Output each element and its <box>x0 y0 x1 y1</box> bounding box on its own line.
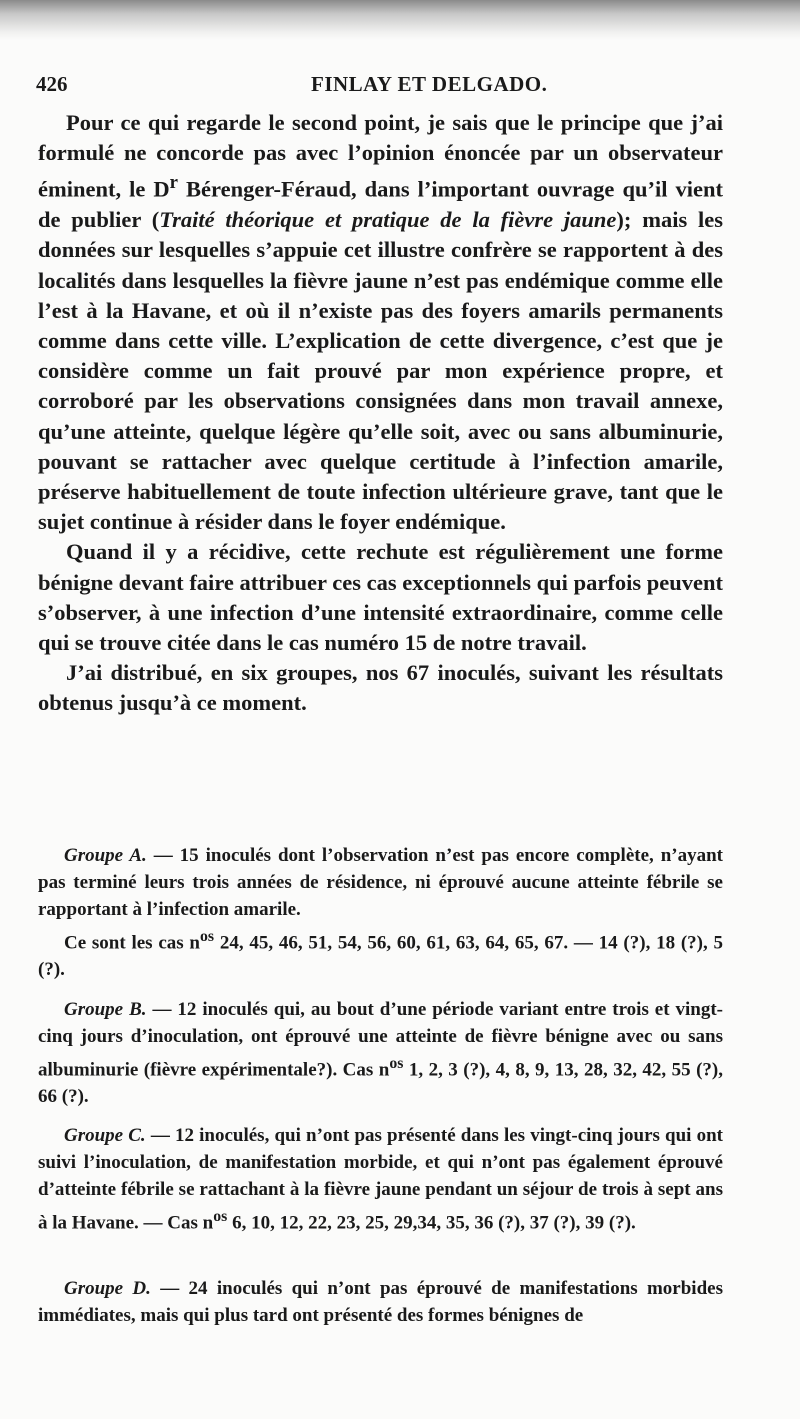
group-a-label: Groupe A. <box>64 845 147 866</box>
group-d-label: Groupe D. <box>64 1278 151 1299</box>
paragraph-1 <box>38 108 723 537</box>
group-a-cases-sup: os <box>199 928 215 945</box>
group-a-cases <box>38 923 723 983</box>
group-b-description <box>38 996 723 1110</box>
group-c-text-b: 6, 10, 12, 22, 23, 25, 29,34, 35, 36 (?), 37 (?), 39 (?). <box>227 1212 636 1234</box>
group-c-label: Groupe C. <box>64 1125 146 1146</box>
paragraph-2: Quand il y a récidive, cette rechute est régulièrement une forme bénigne devant faire attribuer ces cas exceptionnels qui parfois peuvent s’observer, à une infection d’une intensité extraordinaire, comme celle qui se trouve citée dans le cas numéro 15 de notre travail. <box>38 539 723 655</box>
group-a <box>38 842 723 983</box>
main-text <box>38 108 723 719</box>
group-a-cases-list: 24, 45, 46, 51, 54, 56, 60, 61, 63, 64, 65, 67. — 14 (?), 18 (?), 5 (?). <box>38 932 723 981</box>
paragraph-3: J’ai distribué, en six groupes, nos 67 inoculés, suivant les résultats obtenus jusqu’à ce moment. <box>38 660 723 716</box>
page-header <box>36 72 736 102</box>
group-c <box>38 1122 723 1236</box>
group-d <box>38 1275 723 1329</box>
group-b <box>38 996 723 1110</box>
book-title: Traité théorique et pratique de la fièvre jaune <box>159 207 617 233</box>
group-b-text-b: 1, 2, 3 (?), 4, 8, 9, 13, 28, 32, 42, 55 (?), 66 (?). <box>38 1059 723 1108</box>
group-b-sup: os <box>389 1055 404 1072</box>
group-a-cases-prefix: Ce sont les cas n <box>64 932 200 954</box>
group-c-text-a: — 12 inoculés, qui n’ont pas présenté dans les vingt-cinq jours qui ont suivi l’inoculation, de manifestation morbide, et qui n’ont pas également éprouvé d’atteinte fébrile se rattachant à la fièvre jaune pendant un séjour de trois à sept ans à la Havane. — Cas n <box>38 1125 723 1234</box>
paragraph-1-part-c: ); mais les données sur lesquelles s’appuie cet illustre confrère se rapportent à des localités dans lesquelles la fièvre jaune n’est pas endémique comme elle l’est à la Havane, et où il n’existe pas des foyers amarils permanents comme dans cette ville. L’explication de cette divergence, c’est que je considère comme un fait prouvé par mon expérience propre, et corroboré par les observations consignées dans mon travail annexe, qu’une atteinte, quelque légère qu’elle soit, avec ou sans albuminurie, pouvant se rattacher avec quelque certitude à l’infection amarile, préserve habituellement de toute infection ultérieure grave, tant que le sujet continue à résider dans le foyer endémique. <box>38 207 723 535</box>
group-d-description <box>38 1275 723 1329</box>
group-d-text: — 24 inoculés qui n’ont pas éprouvé de manifestations morbides immédiates, mais qui plus tard ont présenté des formes bénignes de <box>38 1278 723 1326</box>
group-c-sup: os <box>213 1208 228 1225</box>
paragraph-1-part-a: Pour ce qui regarde le second point, je sais que le principe que j’ai formulé ne concorde pas avec l’opinion énoncée par un observateur éminent, le D <box>38 110 723 202</box>
group-a-text: — 15 inoculés dont l’observation n’est pas encore complète, n’ayant pas terminé leurs trois années de résidence, ni éprouvé aucune atteinte fébrile se rapportant à l’infection amarile. <box>38 845 723 920</box>
page-number: 426 <box>36 72 68 96</box>
page-top-shadow <box>0 0 800 40</box>
paragraph-1-part-b: Bérenger-Féraud, dans l’important ouvrage qu’il vient de publier ( <box>38 176 723 233</box>
doctor-superscript: r <box>169 172 178 194</box>
group-b-label: Groupe B. <box>64 999 147 1020</box>
group-a-description <box>38 842 723 923</box>
group-b-text-a: — 12 inoculés qui, au bout d’une période variant entre trois et vingt-cinq jours d’inoculation, ont éprouvé une atteinte de fièvre bénigne avec ou sans albuminurie (fièvre expérimentale?). Cas n <box>38 999 723 1081</box>
group-c-description <box>38 1122 723 1236</box>
running-head: FINLAY ET DELGADO. <box>311 72 548 96</box>
